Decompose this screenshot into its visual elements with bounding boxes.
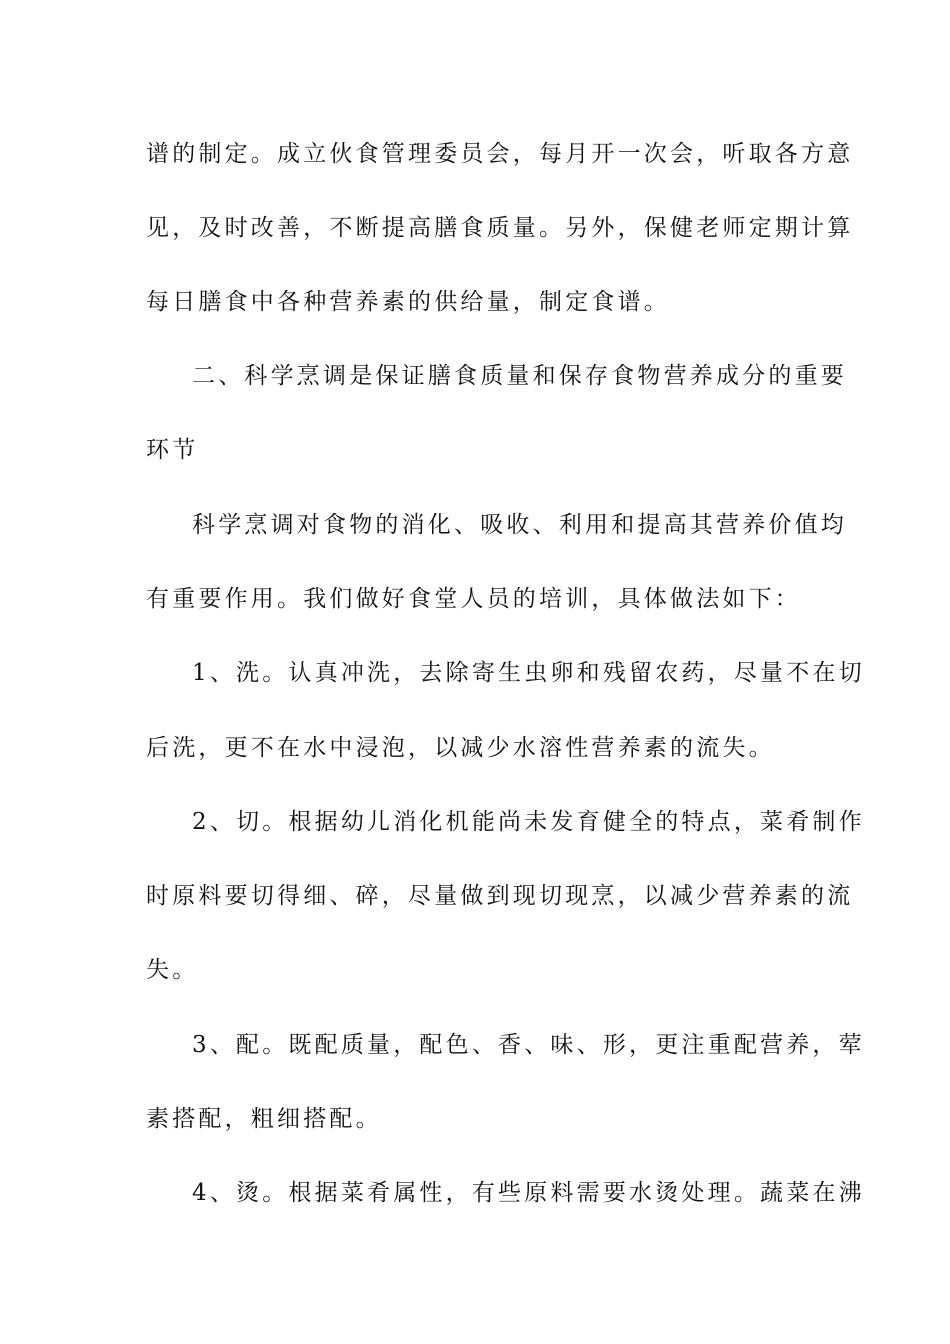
list-item-line: 1、洗。认真冲洗，去除寄生虫卵和残留农药，尽量不在切	[192, 660, 865, 686]
paragraph-line: 每日膳食中各种营养素的供给量，制定食谱。	[146, 289, 670, 315]
list-item-line: 时原料要切得细、碎，尽量做到现切现烹，以减少营养素的流	[146, 883, 854, 909]
list-item-line: 后洗，更不在水中浸泡，以减少水溶性营养素的流失。	[146, 735, 775, 761]
section-heading-line: 环节	[146, 437, 199, 463]
list-item-line: 4、烫。根据菜肴属性，有些原料需要水烫处理。蔬菜在沸	[192, 1180, 865, 1206]
list-item-line: 2、切。根据幼儿消化机能尚未发育健全的特点，菜肴制作	[192, 809, 865, 835]
paragraph-line: 见，及时改善，不断提高膳食质量。另外，保健老师定期计算	[146, 215, 854, 241]
paragraph-line: 科学烹调对食物的消化、吸收、利用和提高其营养价值均	[192, 512, 847, 538]
paragraph-line: 有重要作用。我们做好食堂人员的培训，具体做法如下：	[146, 586, 801, 612]
section-heading-line: 二、科学烹调是保证膳食质量和保存食物营养成分的重要	[192, 363, 847, 389]
list-item-line: 素搭配，粗细搭配。	[146, 1106, 382, 1132]
list-item-line: 失。	[146, 957, 199, 983]
paragraph-line: 谱的制定。成立伙食管理委员会，每月开一次会，听取各方意	[146, 141, 854, 167]
list-item-line: 3、配。既配质量，配色、香、味、形，更注重配营养，荤	[192, 1032, 865, 1058]
